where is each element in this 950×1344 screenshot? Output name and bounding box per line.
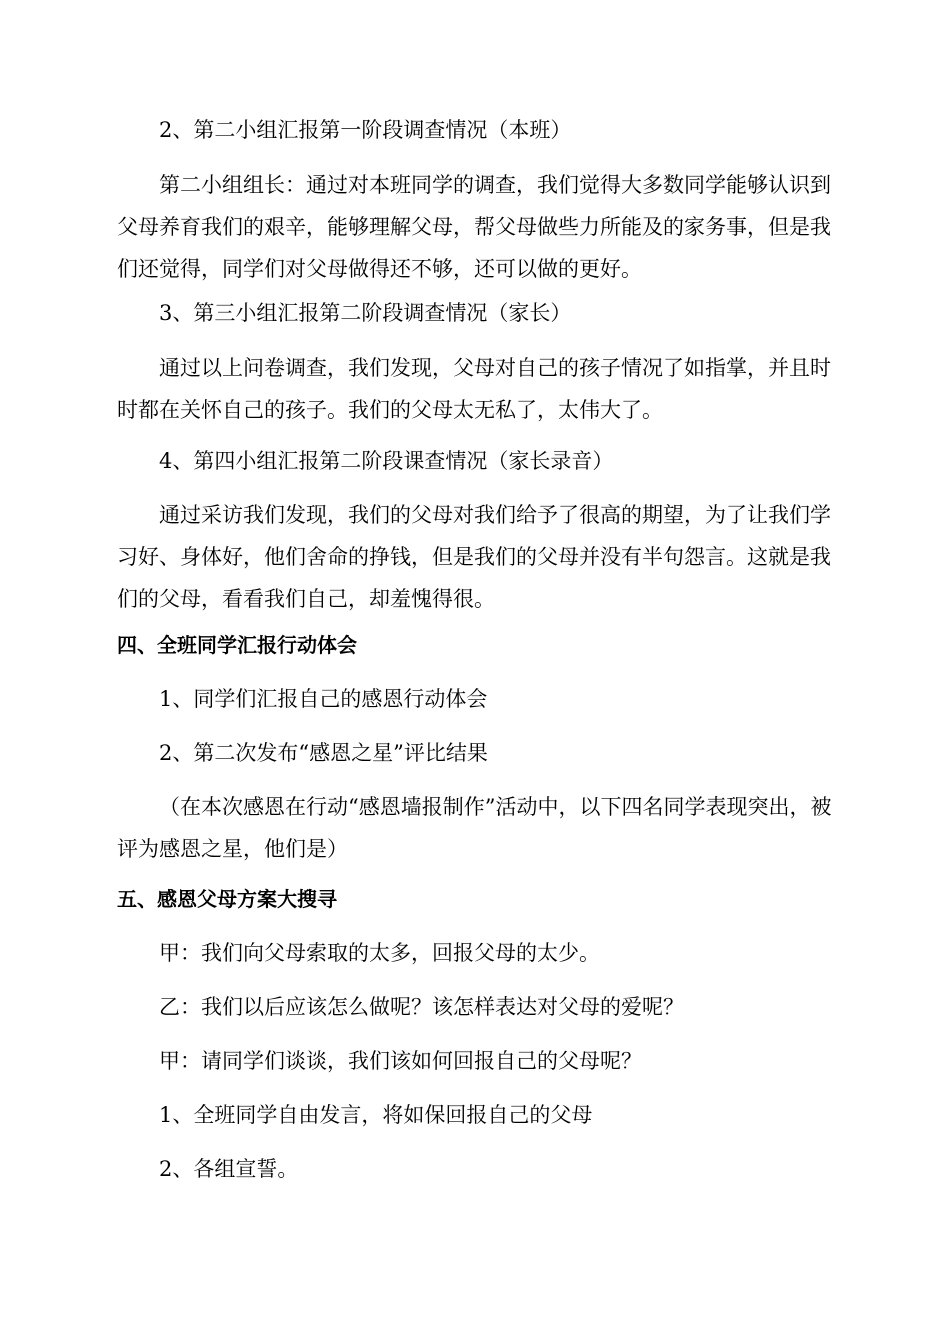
dialogue-jia-2: 甲：请同学们谈谈，我们该如何回报自己的父母呢？: [159, 1049, 642, 1073]
item-free-speech: 1、全班同学自由发言，将如保回报自己的父母: [159, 1103, 593, 1127]
item-action-report: 1、同学们汇报自己的感恩行动体会: [159, 687, 488, 711]
paragraph-interview-result: 通过采访我们发现，我们的父母对我们给予了很高的期望，为了让我们学习好、身体好，他们舍命的挣钱，但是我们的父母并没有半句怨言。这就是我们的父母，看看我们自己，却羞愧得很。: [117, 503, 831, 611]
paragraph-survey-result: 通过以上问卷调查，我们发现，父母对自己的孩子情况了如指掌，并且时时都在关怀自己的孩子。我们的父母太无私了，太伟大了。: [117, 356, 831, 422]
item-group3-report: 3、第三小组汇报第二阶段调查情况（家长）: [159, 301, 572, 325]
item-group4-report: 4、第四小组汇报第二阶段课查情况（家长录音）: [159, 449, 614, 473]
dialogue-jia-1: 甲：我们向父母索取的太多，回报父母的太少。: [159, 941, 600, 965]
paragraph-group2-leader: 第二小组组长：通过对本班同学的调查，我们觉得大多数同学能够认识到父母养育我们的艰辛，能够理解父母，帮父母做些力所能及的家务事，但是我们还觉得，同学们对父母做得还不够，还可以做的更好。: [117, 173, 831, 281]
paragraph-star-note: （在本次感恩在行动“感恩墙报制作”活动中，以下四名同学表现突出，被评为感恩之星，他们是）: [117, 795, 832, 861]
item-group2-report: 2、第二小组汇报第一阶段调查情况（本班）: [159, 118, 572, 142]
item-oath: 2、各组宣誓。: [159, 1157, 299, 1181]
item-star-results: 2、第二次发布“感恩之星”评比结果: [159, 741, 488, 765]
section-heading-five: 五、感恩父母方案大搜寻: [117, 887, 337, 911]
section-heading-four: 四、全班同学汇报行动体会: [117, 633, 357, 657]
dialogue-yi: 乙：我们以后应该怎么做呢？该怎样表达对父母的爱呢？: [159, 995, 684, 1019]
